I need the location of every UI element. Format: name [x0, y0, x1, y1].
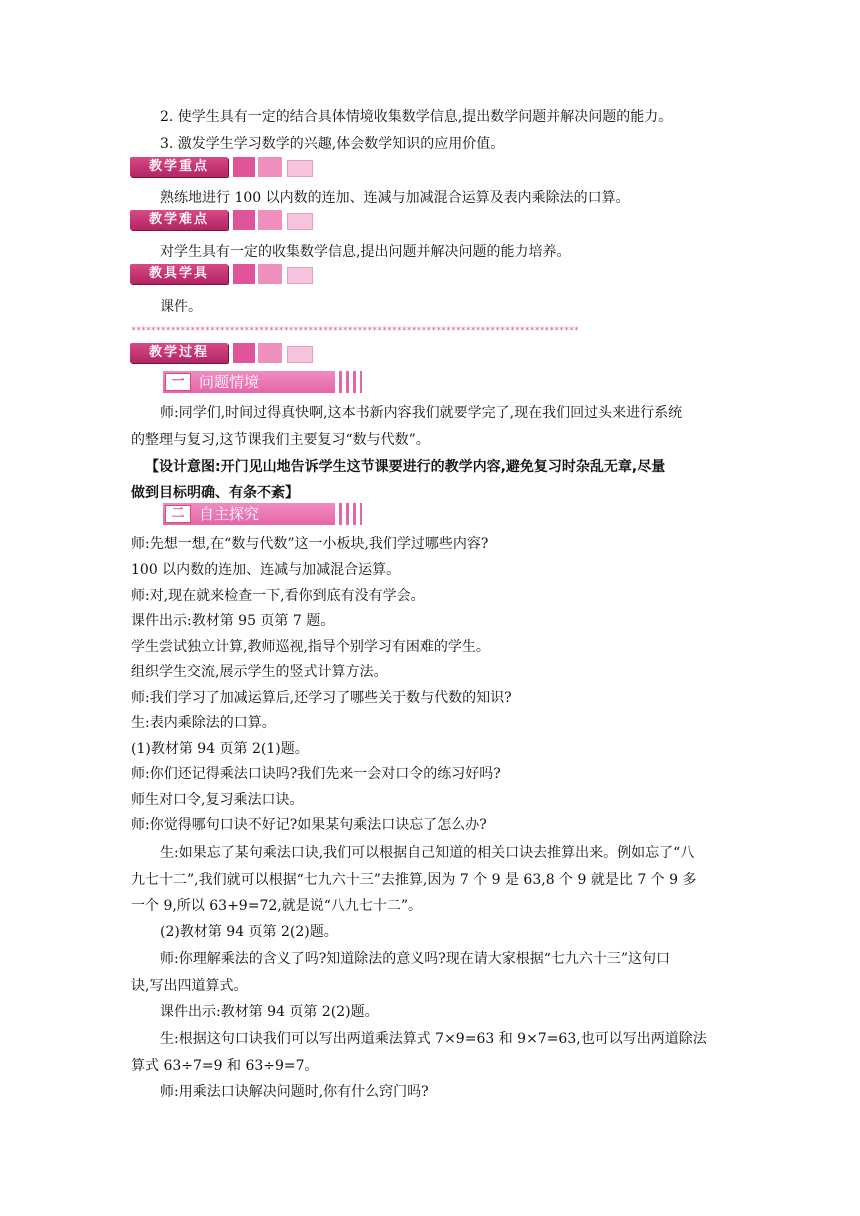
section-number: 一 [165, 373, 191, 391]
text-line: 生:如果忘了某句乘法口诀,我们可以根据自己知道的相关口诀去推算出来。例如忘了“八 [160, 845, 695, 861]
decor-bar [346, 503, 349, 525]
decor-bar [360, 371, 362, 393]
star-divider: ******************************************************************************************* [131, 326, 579, 336]
text-line: 学生尝试独立计算,教师巡视,指导个别学习有困难的学生。 [131, 639, 490, 655]
text-line: 师:你理解乘法的含义了吗?知道除法的意义吗?现在请大家根据“七九六十三”这句口 [160, 951, 671, 967]
decor-square [258, 210, 282, 230]
decor-bar [353, 371, 356, 393]
text-line: 课件出示:教材第 95 页第 7 题。 [131, 613, 335, 629]
design-intent-line: 做到目标明确、有条不紊】 [131, 485, 299, 501]
text-line: 课件出示:教材第 94 页第 2(2)题。 [160, 1004, 379, 1020]
text-line: 师:你觉得哪句口诀不好记?如果某句乘法口诀忘了怎么办? [131, 817, 487, 833]
section-banner-2 [163, 503, 368, 525]
decor-square [287, 346, 313, 363]
tools-text: 课件。 [160, 299, 202, 315]
decor-square [258, 264, 282, 284]
header-label: 教具学具 [130, 264, 228, 284]
decor-square [258, 157, 282, 177]
decor-bar [339, 371, 342, 393]
decor-square [258, 343, 282, 363]
text-line: 师:对,现在就来检查一下,看你到底有没有学会。 [131, 588, 425, 604]
decor-square [233, 264, 255, 284]
text-line: 的整理与复习,这节课我们主要复习“数与代数”。 [131, 432, 430, 448]
decor-square [287, 213, 313, 230]
section-banner-1 [163, 371, 368, 393]
decor-square [233, 157, 255, 177]
decor-bar [339, 503, 342, 525]
section-title: 问题情境 [199, 373, 260, 391]
goal-item-3: 3. 激发学生学习数学的兴趣,体会数学知识的应用价值。 [160, 136, 505, 152]
key-points-text: 熟练地进行 100 以内数的连加、连减与加减混合运算及表内乘除法的口算。 [160, 190, 630, 206]
text-line: (2)教材第 94 页第 2(2)题。 [160, 924, 338, 940]
text-line: 师:我们学习了加减运算后,还学习了哪些关于数与代数的知识? [131, 690, 512, 706]
decor-square [233, 210, 255, 230]
section-number: 二 [165, 505, 191, 523]
text-line: 一个 9,所以 63+9=72,就是说“八九七十二”。 [131, 898, 423, 914]
header-label: 教学难点 [130, 210, 228, 230]
section-title: 自主探究 [199, 505, 260, 523]
decor-square [287, 267, 313, 284]
text-line: (1)教材第 94 页第 2(1)题。 [131, 741, 309, 757]
text-line: 师:你们还记得乘法口诀吗?我们先来一会对口令的练习好吗? [131, 766, 501, 782]
text-line: 师:用乘法口诀解决问题时,你有什么窍门吗? [160, 1084, 429, 1100]
goal-item-2: 2. 使学生具有一定的结合具体情境收集数学信息,提出数学问题并解决问题的能力。 [160, 109, 673, 125]
decor-bar [346, 371, 349, 393]
difficulties-text: 对学生具有一定的收集数学信息,提出问题并解决问题的能力培养。 [160, 244, 571, 260]
text-line: 师生对口令,复习乘法口诀。 [131, 792, 304, 808]
text-line: 算式 63÷7=9 和 63÷9=7。 [131, 1058, 319, 1074]
decor-bar [360, 503, 362, 525]
text-line: 诀,写出四道算式。 [131, 978, 248, 994]
text-line: 师:先想一想,在“数与代数”这一小板块,我们学过哪些内容? [131, 536, 489, 552]
header-label: 教学重点 [130, 157, 228, 177]
text-line: 组织学生交流,展示学生的竖式计算方法。 [131, 664, 388, 680]
design-intent-line: 【设计意图:开门见山地告诉学生这节课要进行的教学内容,避免复习时杂乱无章,尽量 [145, 459, 666, 475]
text-line: 九七十二”,我们就可以根据“七九六十三”去推算,因为 7 个 9 是 63,8 个 9 就是比 7 个 9 多 [131, 872, 697, 888]
decor-square [233, 343, 255, 363]
text-line: 生:根据这句口诀我们可以写出两道乘法算式 7×9=63 和 9×7=63,也可以写出两道除法 [160, 1031, 707, 1047]
text-line: 100 以内数的连加、连减与加减混合运算。 [131, 562, 401, 578]
decor-square [287, 160, 313, 177]
decor-bar [353, 503, 356, 525]
text-line: 生:表内乘除法的口算。 [131, 715, 276, 731]
text-line: 师:同学们,时间过得真快啊,这本书新内容我们就要学完了,现在我们回过头来进行系统 [160, 405, 683, 421]
header-label: 教学过程 [130, 343, 228, 363]
